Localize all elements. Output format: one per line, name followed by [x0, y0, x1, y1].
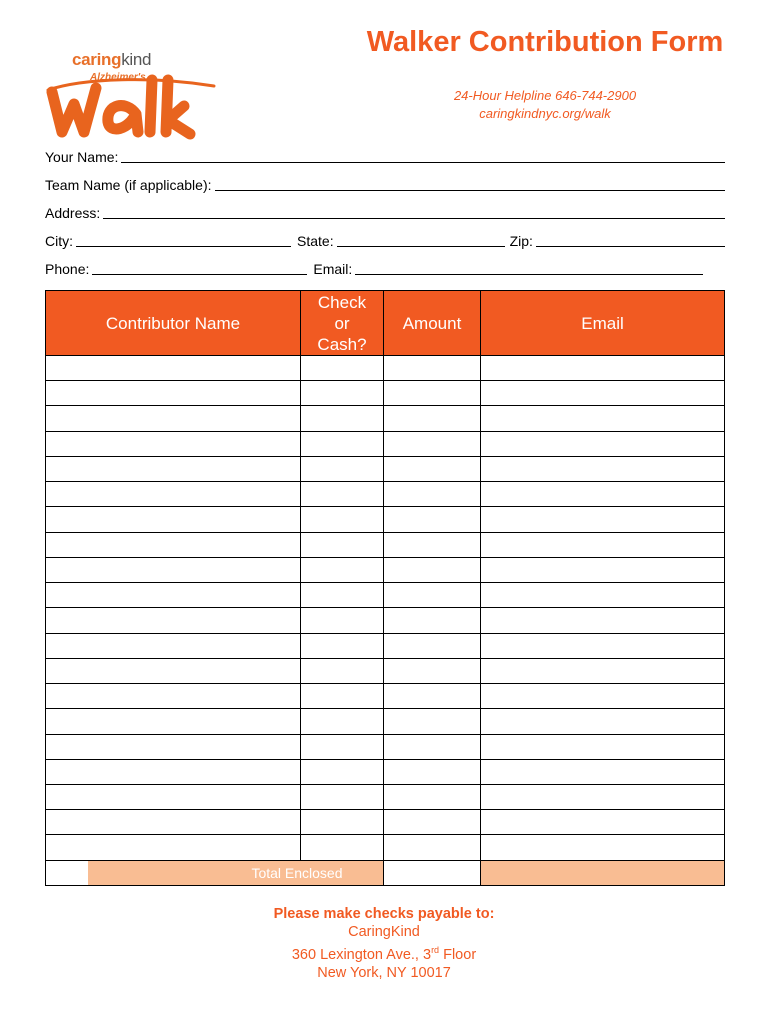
contributor-name-cell[interactable]: [46, 709, 301, 734]
walk-wordmark-icon: [44, 70, 222, 142]
contributor-name-cell[interactable]: [46, 684, 301, 709]
email-cell[interactable]: [481, 482, 725, 507]
address-row: [45, 204, 725, 221]
email-cell[interactable]: [481, 608, 725, 633]
table-row: [46, 356, 725, 381]
helpline: 24-Hour Helpline 646-744-2900: [453, 88, 637, 103]
check-or-cash-cell[interactable]: [301, 633, 384, 658]
email-cell[interactable]: [481, 356, 725, 381]
email-cell[interactable]: [481, 734, 725, 759]
check-or-cash-cell[interactable]: [301, 734, 384, 759]
amount-cell[interactable]: [384, 532, 481, 557]
contribution-table: [45, 290, 725, 886]
contributor-name-cell[interactable]: [46, 608, 301, 633]
amount-cell[interactable]: [384, 507, 481, 532]
logo-sub: Alzheimer's: [90, 72, 146, 83]
contributor-name-cell[interactable]: [46, 810, 301, 835]
table-row: [46, 456, 725, 481]
email-cell[interactable]: [481, 784, 725, 809]
table-row: [46, 658, 725, 683]
check-or-cash-cell[interactable]: [301, 557, 384, 582]
email-cell[interactable]: [481, 583, 725, 608]
amount-cell[interactable]: [384, 456, 481, 481]
email-cell[interactable]: [481, 381, 725, 406]
your-name-label: Your Name:: [45, 149, 119, 165]
table-row: [46, 633, 725, 658]
state-label: State:: [297, 233, 334, 249]
amount-cell[interactable]: [384, 356, 481, 381]
contributor-name-cell[interactable]: [46, 759, 301, 784]
col-contributor-name: Contributor Name: [46, 291, 301, 356]
email-cell[interactable]: [481, 557, 725, 582]
check-or-cash-cell[interactable]: [301, 532, 384, 557]
check-or-cash-cell[interactable]: [301, 507, 384, 532]
amount-cell[interactable]: [384, 482, 481, 507]
contributor-name-cell[interactable]: [46, 431, 301, 456]
contributor-name-cell[interactable]: [46, 658, 301, 683]
contributor-name-cell[interactable]: [46, 532, 301, 557]
contributor-name-cell[interactable]: [46, 784, 301, 809]
check-or-cash-cell[interactable]: [301, 835, 384, 860]
caringkind-walk-logo: [44, 48, 224, 138]
amount-cell[interactable]: [384, 406, 481, 431]
total-email-cell: [481, 860, 725, 885]
check-or-cash-cell[interactable]: [301, 759, 384, 784]
amount-cell[interactable]: [384, 759, 481, 784]
contributor-name-cell[interactable]: [46, 381, 301, 406]
website-link[interactable]: caringkindnyc.org/walk: [479, 106, 611, 121]
email-cell[interactable]: [481, 532, 725, 557]
contributor-name-cell[interactable]: [46, 583, 301, 608]
total-enclosed-label: Total Enclosed: [88, 860, 343, 885]
table-row: [46, 734, 725, 759]
logo-brand: [72, 50, 151, 70]
email-cell[interactable]: [481, 835, 725, 860]
amount-cell[interactable]: [384, 658, 481, 683]
col-check-or-cash: Check or Cash?: [301, 291, 384, 356]
amount-cell[interactable]: [384, 608, 481, 633]
team-name-field[interactable]: [215, 176, 725, 191]
contributor-name-cell[interactable]: [46, 406, 301, 431]
check-or-cash-cell[interactable]: [301, 356, 384, 381]
payee-org: CaringKind: [348, 924, 420, 940]
table-row: [46, 709, 725, 734]
email-label: Email:: [313, 261, 353, 277]
check-or-cash-cell[interactable]: [301, 658, 384, 683]
email-cell[interactable]: [481, 684, 725, 709]
table-row: [46, 784, 725, 809]
contributor-name-cell[interactable]: [46, 456, 301, 481]
amount-cell[interactable]: [384, 583, 481, 608]
amount-cell[interactable]: [384, 431, 481, 456]
your-name-field[interactable]: [121, 148, 725, 163]
check-or-cash-cell[interactable]: [301, 784, 384, 809]
phone-email-row: [45, 260, 703, 277]
check-or-cash-cell[interactable]: [301, 810, 384, 835]
table-row: [46, 810, 725, 835]
payee-city: New York, NY 10017: [317, 964, 451, 981]
email-field[interactable]: [355, 260, 703, 275]
contributor-name-cell[interactable]: [46, 356, 301, 381]
email-cell[interactable]: [481, 431, 725, 456]
check-or-cash-cell[interactable]: [301, 709, 384, 734]
email-cell[interactable]: [481, 810, 725, 835]
email-cell[interactable]: [481, 507, 725, 532]
logo-brand-caring: caring: [72, 50, 122, 69]
form-title: Walker Contribution Form: [366, 26, 724, 58]
amount-cell[interactable]: [384, 835, 481, 860]
table-row: [46, 684, 725, 709]
total-row: [46, 860, 725, 885]
zip-field[interactable]: [536, 232, 725, 247]
logo-brand-kind: kind: [121, 50, 152, 69]
email-cell[interactable]: [481, 633, 725, 658]
total-amount-cell[interactable]: [384, 860, 481, 885]
contributor-name-cell[interactable]: [46, 507, 301, 532]
phone-field[interactable]: [92, 260, 307, 275]
footer: [184, 905, 584, 982]
col-amount: Amount: [384, 291, 481, 356]
city-label: City:: [45, 233, 73, 249]
payable-note: Please make checks payable to:: [273, 906, 495, 922]
email-cell[interactable]: [481, 759, 725, 784]
check-or-cash-cell[interactable]: [301, 608, 384, 633]
table-row: [46, 507, 725, 532]
table-row: [46, 608, 725, 633]
table-row: [46, 835, 725, 860]
amount-cell[interactable]: [384, 734, 481, 759]
state-field[interactable]: [337, 232, 505, 247]
contributor-name-cell[interactable]: [46, 557, 301, 582]
amount-cell[interactable]: [384, 709, 481, 734]
amount-cell[interactable]: [384, 810, 481, 835]
amount-cell[interactable]: [384, 381, 481, 406]
table-header-row: [46, 291, 725, 356]
amount-cell[interactable]: [384, 633, 481, 658]
street-ordinal: rd: [431, 945, 440, 955]
check-or-cash-cell[interactable]: [301, 431, 384, 456]
street-main: 360 Lexington Ave., 3: [291, 946, 432, 963]
table-row: [46, 759, 725, 784]
contributor-name-cell[interactable]: [46, 482, 301, 507]
team-name-row: [45, 176, 725, 193]
check-or-cash-cell[interactable]: [301, 583, 384, 608]
contributor-name-cell[interactable]: [46, 734, 301, 759]
check-or-cash-cell[interactable]: [301, 684, 384, 709]
table-row: [46, 583, 725, 608]
table-row: [46, 431, 725, 456]
col-email: Email: [481, 291, 725, 356]
address-field[interactable]: [103, 204, 725, 219]
zip-label: Zip:: [509, 233, 533, 249]
amount-cell[interactable]: [384, 784, 481, 809]
payee-street: [184, 941, 584, 964]
contributor-name-cell[interactable]: [46, 835, 301, 860]
check-or-cash-cell[interactable]: [301, 456, 384, 481]
check-or-cash-cell[interactable]: [301, 406, 384, 431]
street-floor: Floor: [439, 946, 477, 963]
phone-label: Phone:: [45, 261, 90, 277]
contributor-name-cell[interactable]: [46, 633, 301, 658]
check-or-cash-cell[interactable]: [301, 482, 384, 507]
email-cell[interactable]: [481, 456, 725, 481]
amount-cell[interactable]: [384, 684, 481, 709]
city-field[interactable]: [76, 232, 291, 247]
email-cell[interactable]: [481, 406, 725, 431]
amount-cell[interactable]: [384, 557, 481, 582]
table-row: [46, 557, 725, 582]
table-row: [46, 406, 725, 431]
team-name-label: Team Name (if applicable):: [45, 177, 212, 193]
email-cell[interactable]: [481, 709, 725, 734]
your-name-row: [45, 148, 725, 165]
table-row: [46, 482, 725, 507]
email-cell[interactable]: [481, 658, 725, 683]
table-row: [46, 532, 725, 557]
address-label: Address:: [45, 205, 101, 221]
check-or-cash-cell[interactable]: [301, 381, 384, 406]
city-state-zip-row: [45, 232, 725, 249]
table-row: [46, 381, 725, 406]
